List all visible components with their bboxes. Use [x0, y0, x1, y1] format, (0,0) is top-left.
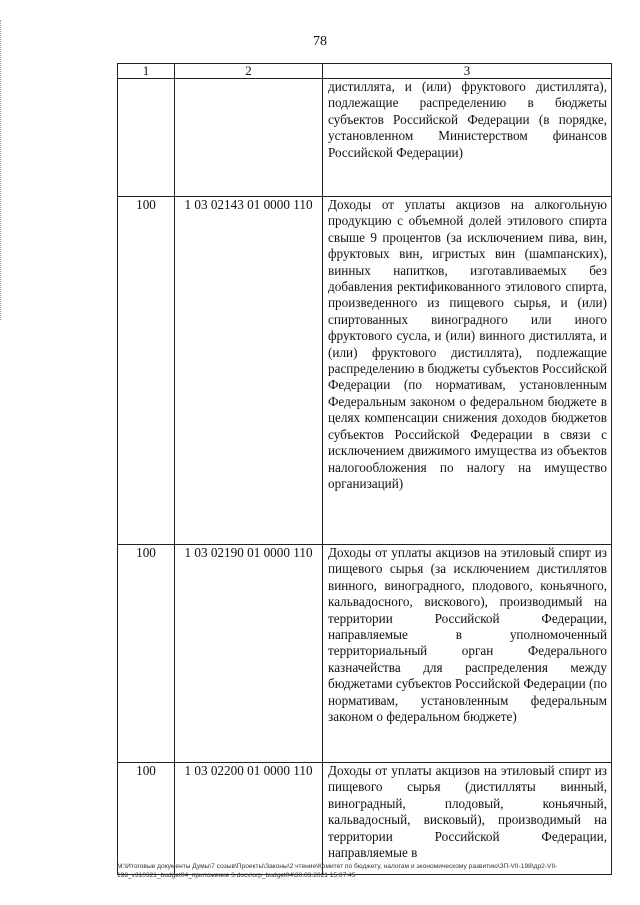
- description-cell: [323, 79, 612, 197]
- description-cell: [323, 197, 612, 545]
- description-text: Доходы от уплаты акцизов на алкогольную продукцию с объемной долей этилового спирта свыше 9 процентов (за исключением пива, вин, фруктовых вин, игристых вин (шампанских), винных напитков, изготавливаемых без добавления ректификованного этилового спирта, произведенного из пищевого сырья, и (или) спиртованных виноградного или иного фруктового сусла, и (или) винного дистиллята, и (или) фруктового дистиллята), подлежащие распределению в бюджеты субъектов Российской Федерации (по нормативам, установленным Федеральным законом о федеральном бюджете в целях компенсации снижения доходов бюджетов субъектов Российской Федерации в связи с исключением движимого имущества из объектов налогообложения по налогу на имущество организаций): [328, 197, 607, 491]
- table-row: [118, 79, 612, 197]
- budget-code-cell: 1 03 02200 01 0000 110: [175, 763, 323, 875]
- document-path-footer: [117, 862, 617, 880]
- revenue-codes-table: [117, 63, 612, 875]
- description-text: Доходы от уплаты акцизов на этиловый спирт из пищевого сырья (дистилляты винный, виноградный, плодовый, коньячный, кальвадосный, висковый), производимый на территории Российской Федерации, направляемые в: [328, 763, 607, 861]
- budget-code-cell: 1 03 02190 01 0000 110: [175, 545, 323, 763]
- header-col-2: 2: [175, 64, 323, 79]
- table-row: [118, 763, 612, 875]
- footer-path-line-1: М:\Итоговые документы Думы\7 созыв\Проекты\Законы\2 чтение\Комитет по бюджету, налогам и экономическому развитию\ЗП-VII-198\др2-VII-: [117, 863, 558, 870]
- description-cell: [323, 545, 612, 763]
- admin-code-cell: 100: [118, 763, 175, 875]
- description-cell: [323, 763, 612, 875]
- page-number: 78: [313, 34, 327, 49]
- table-row: [118, 197, 612, 545]
- header-col-3: 3: [323, 64, 612, 79]
- description-text: Доходы от уплаты акцизов на этиловый спирт из пищевого сырья (за исключением дистиллятов винного, виноградного, плодового, коньячного, кальвадосного, вискового), производимый на территории Российской Федерации, направляемые в уполномоченный территориальный орган Федерального казначейства для распределения между бюджетами субъектов Российской Федерации (по нормативам, установленным федеральным законом о федеральном бюджете): [328, 545, 607, 725]
- budget-code-cell: 1 03 02143 01 0000 110: [175, 197, 323, 545]
- table-header-row: [118, 64, 612, 79]
- budget-code-cell: [175, 79, 323, 197]
- description-text: дистиллята, и (или) фруктового дистиллята), подлежащие распределению в бюджеты субъектов Российской Федерации (в порядке, установленном Министерством финансов Российской Федерации): [328, 79, 607, 160]
- admin-code-cell: [118, 79, 175, 197]
- admin-code-cell: 100: [118, 197, 175, 545]
- header-col-1: 1: [118, 64, 175, 79]
- table-row: [118, 545, 612, 763]
- scan-margin-mark: [0, 20, 4, 320]
- footer-path-line-2: 198_v310321_budget04_приложение 3.docx\orp_budget04\30.03.2021 15:07:45: [117, 872, 356, 879]
- admin-code-cell: 100: [118, 545, 175, 763]
